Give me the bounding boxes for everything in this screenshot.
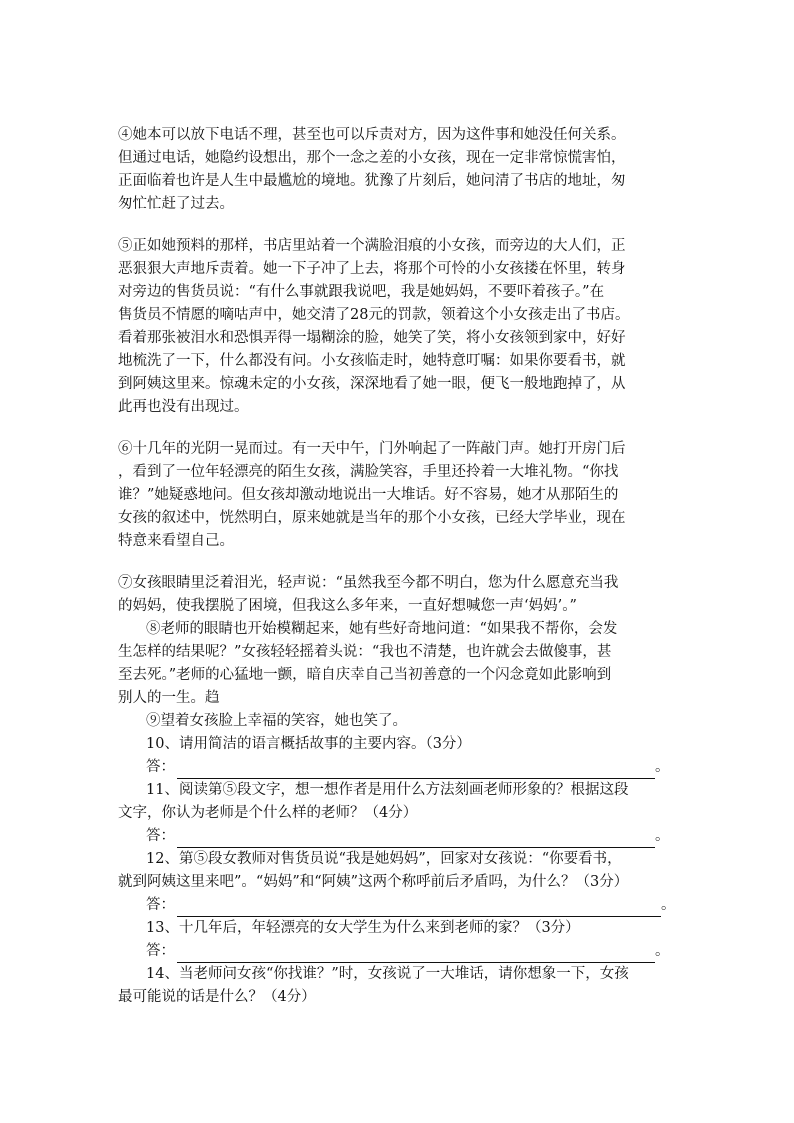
- text-line: 匆忙忙赶了过去。: [118, 196, 234, 212]
- question-text: 14、当老师问女孩“你找谁？”时，女孩说了一大堆话，请你想象一下，女孩: [146, 966, 629, 982]
- text-line: ，看到了一位年轻漂亮的陌生女孩，满脸笑容，手里还拎着一大堆礼物。“你找: [118, 464, 619, 480]
- text-line: 女孩的叙述中，恍然明白，原来她就是当年的那个小女孩，已经大学毕业，现在: [118, 510, 626, 526]
- answer-period: 。: [661, 897, 676, 913]
- paragraph-4: [118, 124, 678, 216]
- answer-line[interactable]: [118, 756, 678, 779]
- text-line: 但通过电话，她隐约设想出，那个一念之差的小女孩，现在一定非常惊慌害怕，: [118, 150, 626, 166]
- text-line: 别人的一生。趋: [118, 690, 220, 706]
- paragraph-7: [118, 572, 678, 618]
- text-line: ⑤正如她预料的那样，书店里站着一个满脸泪痕的小女孩，而旁边的大人们，正: [118, 238, 626, 254]
- paragraph-9: ⑨望着女孩脸上幸福的笑容，她也笑了。: [146, 713, 407, 729]
- question-11: [118, 779, 678, 848]
- answer-label: 答：: [146, 943, 175, 959]
- text-line: ④她本可以放下电话不理，甚至也可以斥责对方，因为这件事和她没任何关系。: [118, 127, 626, 143]
- question-12: [118, 848, 678, 917]
- text-line: ⑥十几年的光阴一晃而过。有一天中午，门外响起了一阵敲门声。她打开房门后: [118, 441, 626, 457]
- answer-label: 答：: [146, 828, 175, 844]
- text-line: 地梳洗了一下，什么都没有问。小女孩临走时，她特意叮嘱：如果你要看书，就: [118, 353, 626, 369]
- text-line: 恶狠狠大声地斥责着。她一下子冲了上去，将那个可怜的小女孩搂在怀里，转身: [118, 261, 626, 277]
- text-line: 对旁边的售货员说：“有什么事就跟我说吧，我是她妈妈，不要吓着孩子。”在: [118, 284, 605, 300]
- answer-line[interactable]: [118, 940, 678, 963]
- paragraph-8: [118, 618, 678, 710]
- question-10: [118, 733, 678, 779]
- answer-blank[interactable]: [177, 763, 655, 779]
- text-line: 售货员不情愿的嘀咕声中，她交清了28元的罚款，领着这个小女孩走出了书店。: [118, 307, 630, 323]
- question-text: 文字，你认为老师是个什么样的老师？（4分）: [118, 805, 418, 821]
- text-line: 谁？”她疑惑地问。但女孩却激动地说出一大堆话。好不容易，她才从那陌生的: [118, 487, 619, 503]
- answer-label: 答：: [146, 759, 175, 775]
- paragraph-6: [118, 438, 678, 553]
- text-line: 特意来看望自己。: [118, 533, 234, 549]
- answer-period: 。: [655, 943, 670, 959]
- text-line: 生怎样的结果呢？”女孩轻轻摇着头说：“我也不清楚，也许就会去做傻事，甚: [118, 644, 612, 660]
- text-line: 至去死。”老师的心猛地一颤，暗自庆幸自己当初善意的一个闪念竟如此影响到: [118, 667, 612, 683]
- answer-period: 。: [655, 759, 670, 775]
- text-line: 的妈妈，使我摆脱了困境，但我这么多年来，一直好想喊您一声‘妈妈’。”: [118, 598, 577, 614]
- text-line: ⑦女孩眼睛里泛着泪光，轻声说：“虽然我至今都不明白，您为什么愿意充当我: [118, 575, 619, 591]
- question-text: 就到阿姨这里来吧”。“妈妈”和“阿姨”这两个称呼前后矛盾吗，为什么？（3分）: [118, 874, 629, 890]
- paragraph-5: [118, 235, 678, 419]
- answer-line[interactable]: [118, 825, 678, 848]
- text-line: ⑧老师的眼睛也开始模糊起来，她有些好奇地问道：“如果我不帮你，会发: [146, 621, 618, 637]
- question-text: 13、十几年后，年轻漂亮的女大学生为什么来到老师的家？（3分）: [146, 920, 580, 936]
- answer-blank[interactable]: [177, 901, 661, 917]
- answer-line[interactable]: [118, 894, 678, 917]
- text-line: 到阿姨这里来。惊魂未定的小女孩，深深地看了她一眼，便飞一般地跑掉了，从: [118, 376, 626, 392]
- text-line: 正面临着也许是人生中最尴尬的境地。犹豫了片刻后，她问清了书店的地址，匆: [118, 173, 626, 189]
- answer-period: 。: [655, 828, 670, 844]
- question-14: [118, 963, 678, 1009]
- text-line: 此再也没有出现过。: [118, 399, 249, 415]
- answer-label: 答：: [146, 897, 175, 913]
- question-text: 12、第⑤段女教师对售货员说“我是她妈妈”，回家对女孩说：“你要看书，: [146, 851, 622, 867]
- answer-blank[interactable]: [177, 832, 655, 848]
- question-13: [118, 917, 678, 963]
- question-text: 11、阅读第⑤段文字，想一想作者是用什么方法刻画老师形象的？根据这段: [146, 782, 629, 798]
- text-line: 看着那张被泪水和恐惧弄得一塌糊涂的脸，她笑了笑，将小女孩领到家中，好好: [118, 330, 626, 346]
- answer-blank[interactable]: [177, 947, 655, 963]
- question-text: 10、请用简洁的语言概括故事的主要内容。（3分）: [146, 736, 471, 752]
- document-page: [118, 124, 678, 1009]
- question-text: 最可能说的话是什么？（4分）: [118, 989, 316, 1005]
